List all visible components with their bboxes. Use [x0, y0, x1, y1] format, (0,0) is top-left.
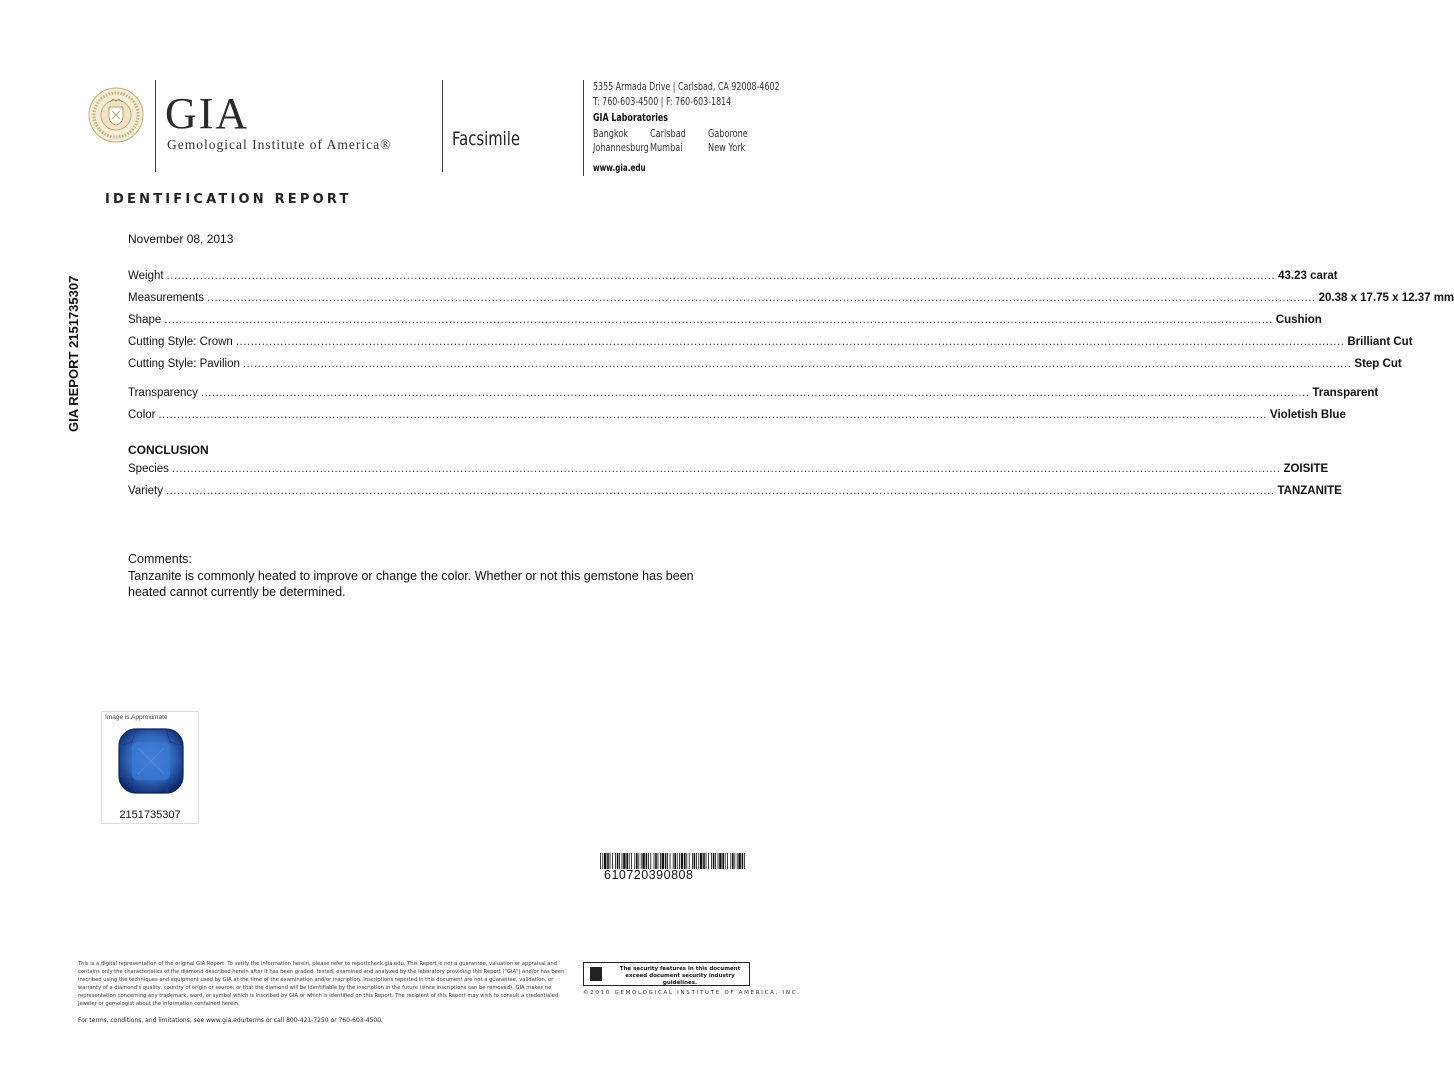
detail-row-weight: [128, 270, 1338, 285]
detail-label: Color: [128, 409, 156, 421]
tanzanite-gem-image: [116, 726, 186, 796]
barcode-bar: [713, 853, 715, 869]
barcode-bar: [648, 853, 649, 869]
gia-seal-icon: [88, 87, 144, 143]
barcode-bar: [715, 853, 716, 869]
report-date: November 08, 2013: [128, 232, 234, 246]
institute-name: Gemological Institute of America®: [167, 137, 392, 152]
barcode-bar: [654, 853, 655, 869]
barcode-bar: [623, 853, 625, 869]
side-report-number: GIA REPORT 2151735307: [66, 275, 81, 432]
barcode-bar: [698, 853, 699, 869]
barcode-bar: [677, 853, 678, 869]
barcode-bar: [641, 853, 642, 869]
report-title: IDENTIFICATION REPORT: [105, 192, 352, 207]
detail-label: Cutting Style: Crown: [128, 336, 233, 348]
barcode-bar: [700, 853, 702, 869]
leader-dots: ............................................................................................................................................................................................................................................................................................................: [207, 292, 1316, 304]
barcode-bar: [631, 853, 632, 869]
barcode-bar: [684, 853, 686, 869]
lab-city: Gaborone: [708, 127, 748, 140]
header-divider: [442, 80, 443, 172]
leader-dots: ............................................................................................................................................................................................................................................................................................................: [235, 336, 1345, 348]
detail-value: 43.23 carat: [1278, 270, 1338, 282]
barcode-bar: [670, 853, 671, 869]
barcode-bar: [667, 853, 668, 869]
leader-dots: ............................................................................................................................................................................................................................................................................................................: [166, 270, 1276, 282]
barcode-bar: [692, 853, 693, 869]
barcode-bar: [650, 853, 651, 869]
comments-text: Tanzanite is commonly heated to improve or change the color. Whether or not this gemstone has been heated cannot currently be determined.: [128, 569, 694, 599]
barcode-bar: [615, 853, 616, 869]
image-caption: Image is Approximate: [105, 714, 168, 721]
detail-label: Species: [128, 463, 169, 475]
lab-city: Johannesburg: [593, 141, 649, 154]
barcode-bar: [604, 853, 606, 869]
barcode-bar: [718, 853, 719, 869]
barcode-bar: [730, 853, 731, 869]
barcode-bar: [727, 853, 728, 869]
terms-text: For terms, conditions, and limitations, see www.gia.edu/terms or call 800-421-7250 or 760-603-4500.: [78, 1017, 383, 1024]
leader-dots: ............................................................................................................................................................................................................................................................................................................: [171, 463, 1281, 475]
barcode-bar: [703, 853, 705, 869]
barcode-bar: [600, 853, 601, 869]
detail-value: Violetish Blue: [1270, 409, 1346, 421]
lab-phone: T: 760-603-4500 | F: 760-603-1814: [593, 95, 732, 108]
detail-label: Transparency: [128, 387, 198, 399]
barcode-bar: [694, 853, 696, 869]
barcode-bar: [655, 853, 657, 869]
barcode-bar: [662, 853, 664, 869]
barcode-bar: [607, 853, 609, 869]
barcode-bar: [734, 853, 735, 869]
barcode-bar: [612, 853, 613, 869]
barcode-bar: [732, 853, 734, 869]
barcode-bar: [610, 853, 611, 869]
image-report-number: 2151735307: [119, 809, 181, 821]
barcode-bar: [711, 853, 712, 869]
disclaimer-text: This is a digital representation of the original GIA Report. To verify the information herein, please refer to reportcheck.gia.edu. This Report is not a guarantee, valuation or appraisal and contains only the characteristics of the diamond described herein after it has been graded, tested, examined and analyzed by the laboratory providing this Report ("GIA") and/or has been inscribed using the techniques and equipment used by GIA at the time of the examination and/or inscription. Inscriptions reported in this document are not a guarantee, validation, or warranty of a diamond's quality, country of origin or source; or that the diamond will be identifiable by the inscription in the future (since inscriptions can be removed). GIA makes no representation concerning any trademark, word, or symbol which is inscribed by GIA or which is identified on this Report. The recipient of this Report may wish to consult a credentialed jeweler or gemologist about the information contained herein.: [78, 961, 565, 1007]
copyright: ©2010 GEMOLOGICAL INSTITUTE OF AMERICA, INC.: [583, 990, 801, 996]
detail-row-species: [128, 463, 1329, 478]
barcode-bar: [725, 853, 726, 869]
detail-row-pavilion: [128, 358, 1402, 373]
barcode-bar: [642, 853, 644, 869]
barcode-bar: [638, 853, 639, 869]
barcode-bar: [626, 853, 628, 869]
security-text: The security features in this document exceed document security industry guidelines.: [619, 966, 741, 986]
detail-label: Shape: [128, 314, 162, 326]
detail-label: Weight: [128, 270, 164, 282]
barcode-bar: [742, 853, 744, 869]
leader-dots: ............................................................................................................................................................................................................................................................................................................: [200, 387, 1310, 399]
lab-city: Bangkok: [593, 127, 629, 140]
lock-icon: [590, 967, 602, 981]
detail-row-color: [128, 409, 1346, 424]
leader-dots: ............................................................................................................................................................................................................................................................................................................: [165, 485, 1275, 497]
detail-row-transparency: [128, 387, 1379, 402]
barcode-bar: [622, 853, 623, 869]
comments-heading: Comments:: [128, 552, 192, 566]
barcode-bar: [674, 853, 676, 869]
barcode-bar: [658, 853, 659, 869]
leader-dots: ............................................................................................................................................................................................................................................................................................................: [158, 409, 1268, 421]
barcode-bar: [619, 853, 620, 869]
facsimile-label: Facsimile: [452, 128, 521, 150]
barcode-bar: [744, 853, 745, 869]
header-divider: [155, 80, 156, 172]
detail-value: Transparent: [1312, 387, 1379, 399]
barcode-bar: [689, 853, 690, 869]
detail-row-variety: [128, 485, 1342, 500]
barcode-bar: [706, 853, 707, 869]
detail-value: Cushion: [1275, 314, 1322, 326]
detail-row-crown: [128, 336, 1413, 351]
barcode-bar: [673, 853, 674, 869]
security-notice: [583, 962, 750, 986]
leader-dots: ............................................................................................................................................................................................................................................................................................................: [164, 314, 1273, 326]
detail-value: Step Cut: [1354, 358, 1402, 370]
lab-city: Mumbai: [650, 141, 683, 154]
barcode-bar: [686, 853, 687, 869]
barcode-bar: [737, 853, 738, 869]
barcode-bar: [617, 853, 619, 869]
detail-row-measurements: [128, 292, 1454, 307]
barcode-bar: [634, 853, 635, 869]
gem-image-panel: [101, 711, 199, 824]
lab-city: Carlsbad: [650, 127, 686, 140]
barcode-bar: [708, 853, 709, 869]
barcode-bar: [681, 853, 683, 869]
detail-label: Measurements: [128, 292, 205, 304]
detail-value: TANZANITE: [1277, 485, 1342, 497]
website-link[interactable]: www.gia.edu: [593, 163, 646, 174]
barcode-bar: [722, 853, 724, 869]
gia-logo: GIA: [165, 89, 250, 138]
labs-title: GIA Laboratories: [593, 111, 669, 124]
barcode-bar: [738, 853, 740, 869]
barcode-bar: [719, 853, 721, 869]
barcode-bar: [646, 853, 648, 869]
detail-label: Cutting Style: Pavilion: [128, 358, 240, 370]
lab-city: New York: [708, 141, 746, 154]
barcode-bar: [629, 853, 630, 869]
detail-value: Brilliant Cut: [1347, 336, 1413, 348]
barcode-bar: [665, 853, 667, 869]
detail-value: ZOISITE: [1283, 463, 1329, 475]
conclusion-heading: CONCLUSION: [128, 443, 209, 457]
leader-dots: ............................................................................................................................................................................................................................................................................................................: [242, 358, 1352, 370]
barcode-bar: [660, 853, 661, 869]
detail-row-shape: [128, 314, 1322, 329]
barcode-bar: [636, 853, 638, 869]
header-divider: [583, 80, 584, 176]
barcode-bar: [696, 853, 697, 869]
lab-address: 5355 Armada Drive | Carlsbad, CA 92008-4602: [593, 80, 780, 93]
barcode-number: 610720390808: [604, 868, 694, 882]
barcode: [600, 853, 747, 869]
detail-value: 20.38 x 17.75 x 12.37 mm: [1318, 292, 1454, 304]
detail-label: Variety: [128, 485, 163, 497]
barcode-bar: [679, 853, 680, 869]
barcode-bar: [602, 853, 603, 869]
